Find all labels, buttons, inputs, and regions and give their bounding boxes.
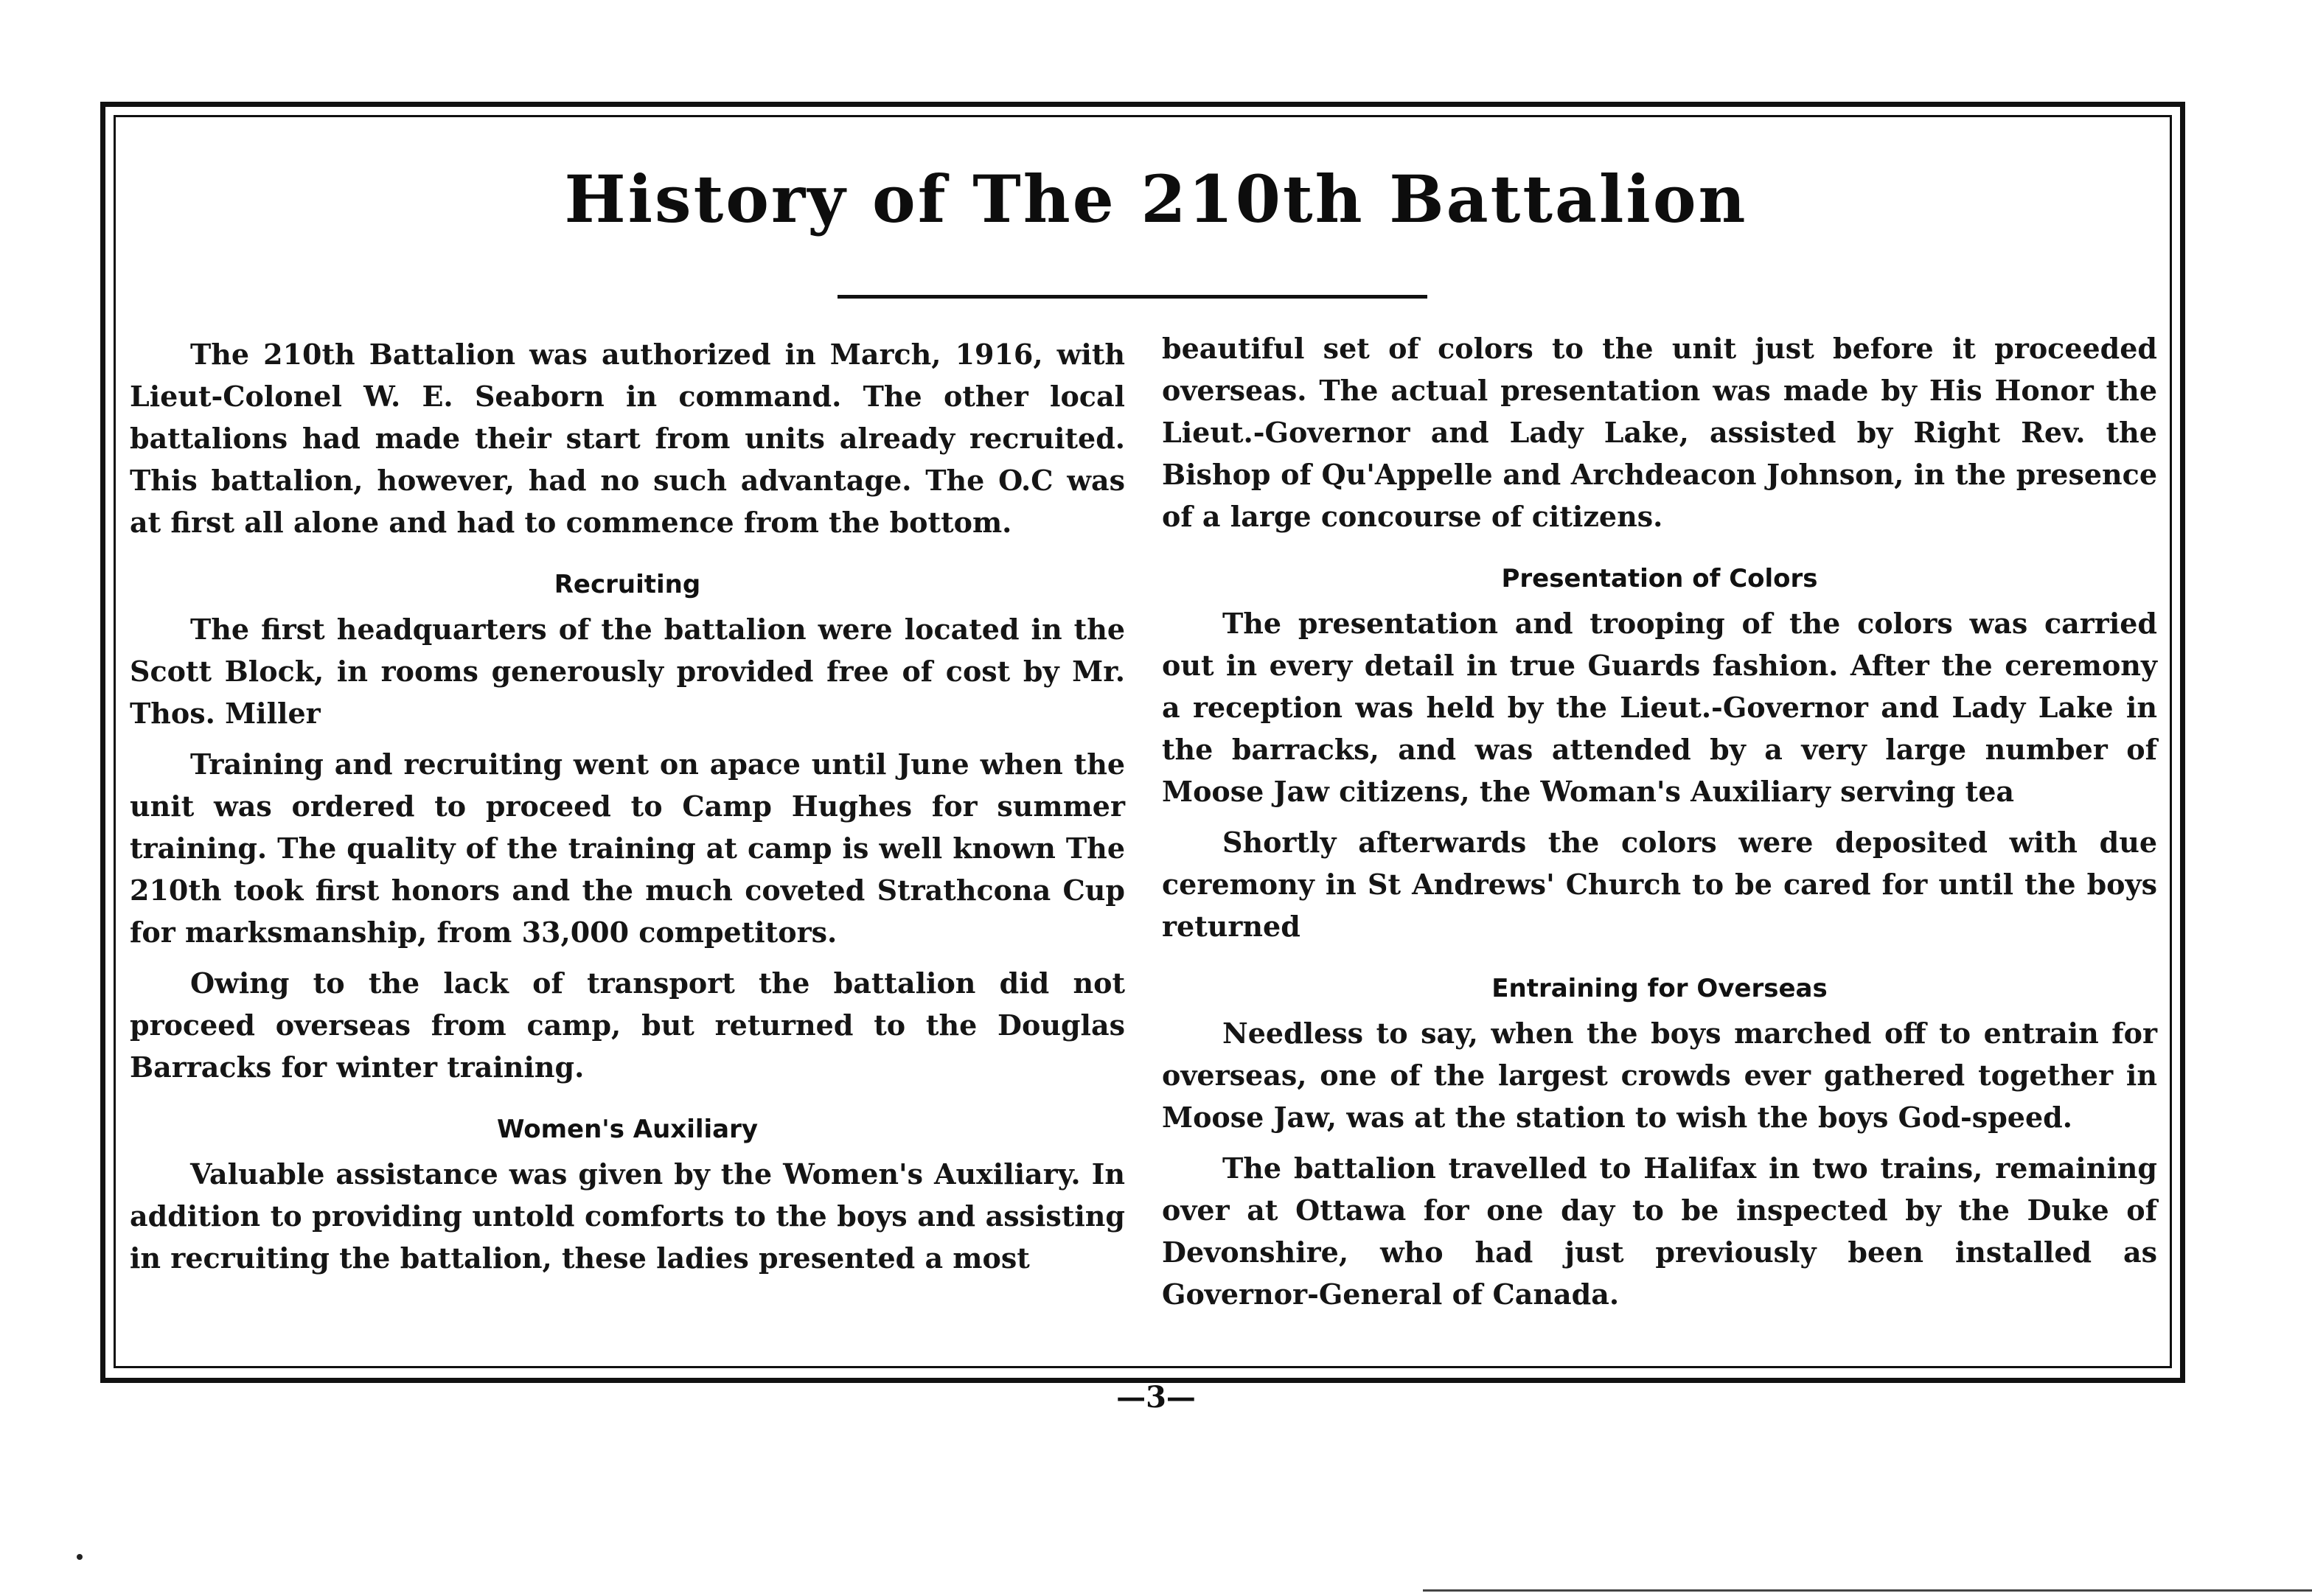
intro-paragraph: The 210th Battalion was authorized in March, 1916, with Lieut-Colonel W. E. Seaborn in command. The other local battalions had made their start from units already recruited. This battalion, however, had no such advantage. The O.C was at first all alone and had to commence from the bottom. (130, 338, 1125, 539)
right-column (1162, 327, 2157, 1315)
womens-auxiliary-paragraph: Valuable assistance was given by the Women's Auxiliary. In addition to providing untold comforts to the boys and assisting in recruiting the battalion, these ladies presented a most (130, 1157, 1125, 1275)
left-column (130, 333, 1125, 1279)
entraining-paragraph-1: Needless to say, when the boys marched off to entrain for overseas, one of the largest crowds ever gathered together in Moose Jaw, was at the station to wish the boys God-speed. (1162, 1017, 2157, 1134)
page-title: History of The 210th Battalion (564, 161, 1748, 237)
scan-edge-line (1423, 1589, 2312, 1592)
title-underline-rule (838, 295, 1427, 299)
page-number: —3— (1116, 1380, 1196, 1415)
recruiting-heading: Recruiting (554, 570, 701, 599)
colors-paragraph-2: Shortly afterwards the colors were deposited with due ceremony in St Andrews' Church to be cared for until the boys returned (1162, 826, 2157, 943)
recruiting-paragraph-2: Training and recruiting went on apace until June when the unit was ordered to proceed to Camp Hughes for summer training. The quality of the training at camp is well known The 210th took first honors and the much coveted Strathcona Cup for marksmanship, from 33,000 competitors. (130, 748, 1125, 949)
scan-speck (77, 1554, 83, 1560)
continuation-paragraph: beautiful set of colors to the unit just before it proceeded overseas. The actual presentation was made by His Honor the Lieut.-Governor and Lady Lake, assisted by Right Rev. the Bishop of Qu'Appelle and Archdeacon Johnson, in the presence of a large concourse of citizens. (1162, 332, 2157, 533)
recruiting-paragraph-3: Owing to the lack of transport the battalion did not proceed overseas from camp, but returned to the Douglas Barracks for winter training. (130, 966, 1125, 1084)
womens-auxiliary-heading: Women's Auxiliary (496, 1115, 759, 1144)
colors-paragraph-1: The presentation and trooping of the colors was carried out in every detail in true Guards fashion. After the ceremony a reception was held by the Lieut.-Governor and Lady Lake in the barracks, and was attended by a very large number of Moose Jaw citizens, the Woman's Auxiliary serving tea (1162, 607, 2157, 808)
entraining-paragraph-2: The battalion travelled to Halifax in two trains, remaining over at Ottawa for one day to be inspected by the Duke of Devonshire, who had just previously been installed as Governor-General of Canada. (1162, 1151, 2157, 1311)
recruiting-paragraph-1: The first headquarters of the battalion were located in the Scott Block, in rooms generously provided free of cost by Mr. Thos. Miller (130, 613, 1125, 730)
presentation-of-colors-heading: Presentation of Colors (1501, 564, 1818, 593)
entraining-heading: Entraining for Overseas (1491, 974, 1828, 1003)
